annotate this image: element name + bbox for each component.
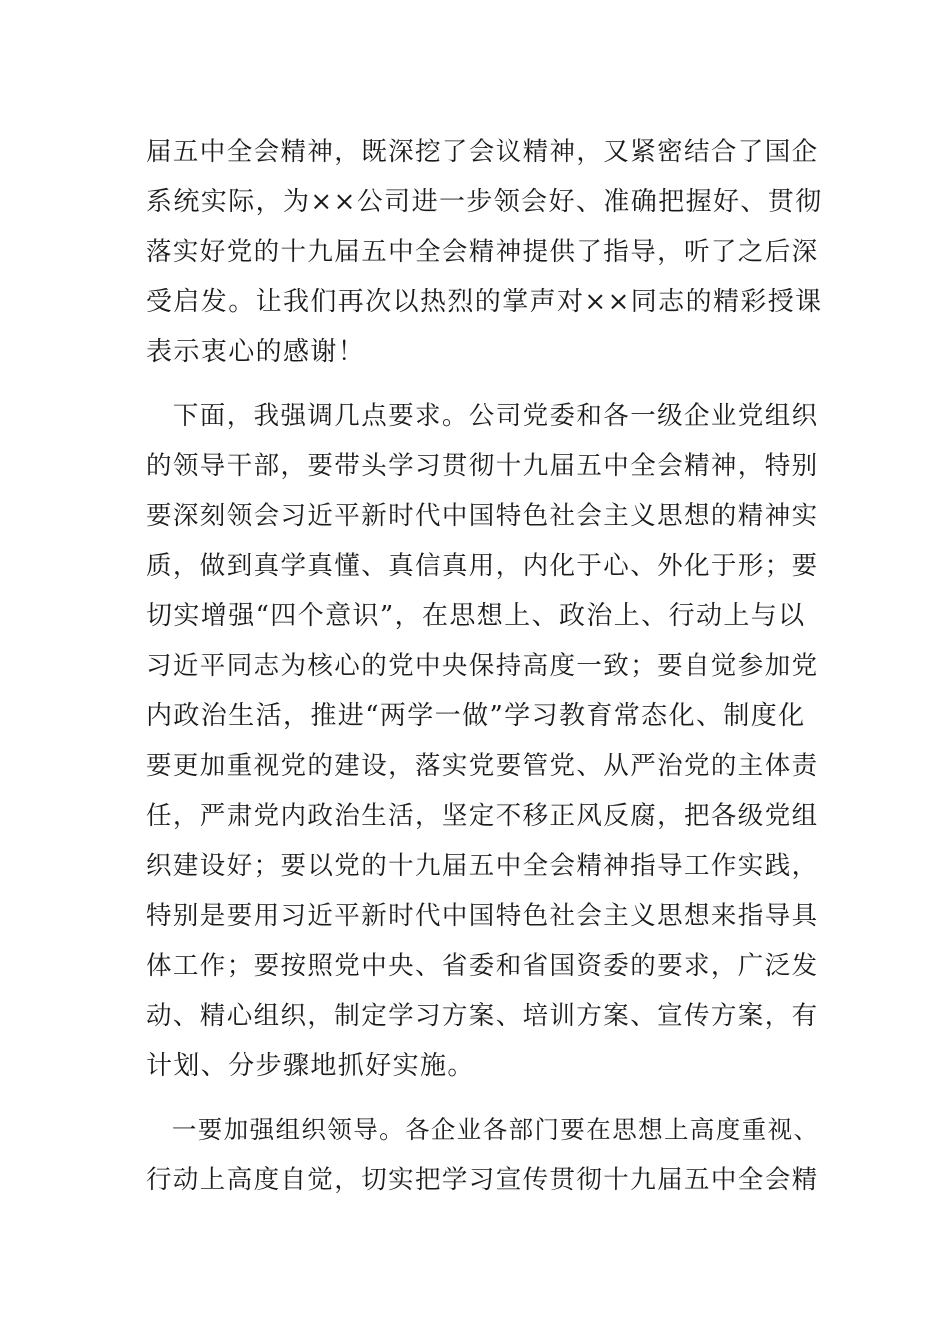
text-line: 行动上高度自觉，切实把学习宣传贯彻十九届五中全会精	[146, 1165, 819, 1195]
text-line: 动、精心组织，制定学习方案、培训方案、宣传方案，有	[146, 1001, 819, 1031]
text-line: 任，严肃党内政治生活，坚定不移正风反腐，把各级党组	[146, 801, 819, 831]
text-line: 体工作；要按照党中央、省委和省国资委的要求，广泛发	[146, 951, 819, 981]
text-line: 落实好党的十九届五中全会精神提供了指导，听了之后深	[146, 237, 819, 267]
text-line: 习近平同志为核心的党中央保持高度一致；要自觉参加党	[146, 651, 819, 681]
text-line: 切实增强“四个意识”，在思想上、政治上、行动上与以	[146, 601, 806, 631]
text-line: 的领导干部，要带头学习贯彻十九届五中全会精神，特别	[146, 451, 819, 481]
text-line: 表示衷心的感谢！	[146, 337, 366, 367]
text-line: 要更加重视党的建设，落实党要管党、从严治党的主体责	[146, 751, 819, 781]
text-line: 一要加强组织领导。各企业各部门要在思想上高度重视、	[146, 1115, 820, 1144]
text-line: 计划、分步骤地抓好实施。	[146, 1051, 475, 1081]
text-line: 特别是要用习近平新时代中国特色社会主义思想来指导具	[146, 901, 819, 931]
text-line: 系统实际，为××公司进一步领会好、准确把握好、贯彻	[146, 187, 823, 217]
text-line: 要深刻领会习近平新时代中国特色社会主义思想的精神实	[146, 501, 819, 531]
text-line: 届五中全会精神，既深挖了会议精神，又紧密结合了国企	[146, 137, 819, 167]
text-line: 受启发。让我们再次以热烈的掌声对××同志的精彩授课	[146, 287, 823, 317]
text-line: 质，做到真学真懂、真信真用，内化于心、外化于形；要	[146, 551, 819, 581]
text-line: 织建设好；要以党的十九届五中全会精神指导工作实践，	[146, 851, 819, 881]
text-line: 下面，我强调几点要求。公司党委和各一级企业党组织	[146, 401, 819, 431]
text-line: 内政治生活，推进“两学一做”学习教育常态化、制度化	[146, 701, 806, 731]
